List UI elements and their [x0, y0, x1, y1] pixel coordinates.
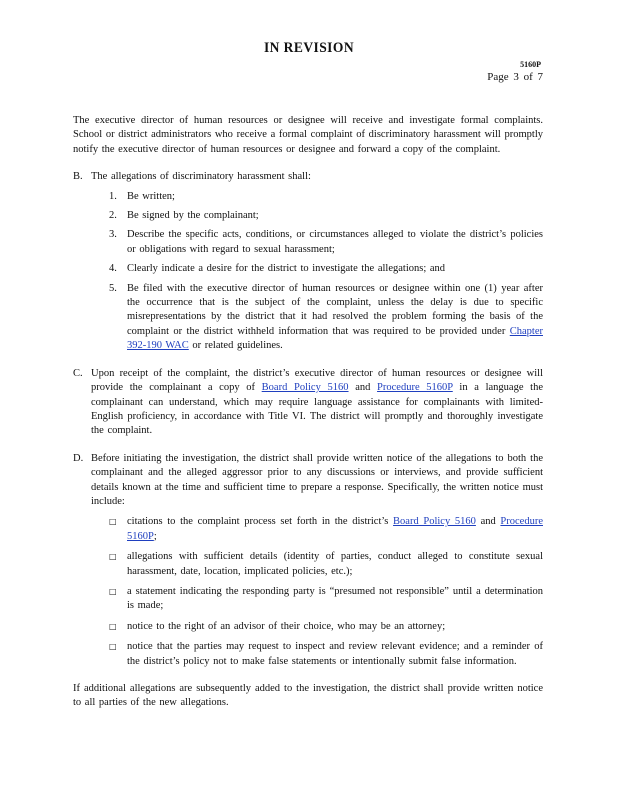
section-d: [73, 452, 543, 669]
allegation-requirements-list: [91, 190, 543, 354]
revision-title: IN REVISION: [263, 40, 355, 56]
document-body: [73, 114, 543, 711]
text-run: Upon receipt of the complaint, the district’s executive director of human resources or designee will provide the complainant a copy of: [91, 367, 543, 394]
list-item: [109, 209, 543, 223]
item-number: 5.: [109, 282, 117, 294]
text-run: and: [348, 382, 378, 394]
item-text: notice that the parties may request to inspect and review relevant evidence; and a reminder of the district’s policy not to make false statements or intentionally submit false information.: [127, 641, 543, 667]
item-number: 2.: [109, 210, 117, 222]
intro-paragraph: The executive director of human resources or designee will receive and investigate formal complaints. School or district administrators who receive a formal complaint of discriminatory harassment will promptly notify the executive director of human resources or designee and forward a copy of the complaint.: [73, 115, 543, 155]
checkbox-bullet-icon: □: [109, 517, 117, 527]
checkbox-bullet-icon: □: [109, 642, 117, 652]
text-run: ;: [153, 530, 157, 542]
item-text: Clearly indicate a desire for the district to investigate the allegations; and: [127, 263, 446, 275]
closing-paragraph: If additional allegations are subsequently added to the investigation, the district shall provide written notice to all parties of the new allegations.: [73, 683, 543, 709]
list-item: [109, 620, 543, 634]
checkbox-bullet-icon: □: [109, 586, 117, 596]
item-number: 3.: [109, 229, 117, 241]
list-item: [109, 262, 543, 276]
item-text: Be written;: [127, 190, 175, 202]
procedure-5160p-link[interactable]: Procedure 5160P: [377, 382, 453, 394]
page-number: Page 3 of 7: [487, 71, 543, 83]
notice-contents-list: [91, 515, 543, 669]
list-item: [109, 228, 543, 257]
item-text: citations to the complaint process set forth in the district’s: [127, 516, 394, 528]
list-item: [109, 640, 543, 669]
board-policy-5160-link[interactable]: Board Policy 5160: [393, 516, 476, 528]
section-heading: The allegations of discriminatory harassment shall:: [91, 171, 311, 183]
list-item: [109, 190, 543, 204]
text-run: and: [475, 516, 501, 528]
section-letter: D.: [73, 452, 84, 464]
list-item: [109, 515, 543, 544]
list-item: [109, 585, 543, 614]
item-text: a statement indicating the responding party is “presumed not responsible” until a determination is made;: [127, 585, 543, 612]
item-text-end: or related guidelines.: [188, 340, 283, 352]
board-policy-5160-link[interactable]: Board Policy 5160: [261, 382, 349, 394]
item-text: allegations with sufficient details (identity of parties, conduct alleged to constitute sexual harassment, date, location, implicated policies, etc.);: [127, 551, 543, 577]
item-text: Describe the specific acts, conditions, or circumstances alleged to violate the district’s policies or obligations with regard to sexual harassment;: [127, 229, 543, 255]
chapter-392-190-wac-link[interactable]: Chapter 392-190 WAC: [127, 325, 543, 352]
item-number: 4.: [109, 263, 117, 275]
list-item: [109, 282, 543, 354]
section-b: [73, 170, 543, 353]
section-letter: B.: [73, 171, 83, 183]
section-c: [73, 367, 543, 439]
text-run: in a language the complainant can understand, which may require language assistance for complainants with limited-English proficiency, in accordance with Title VI. The district will promptly and thoroughly investigate the complaint.: [91, 382, 544, 437]
procedure-code: 5160P: [520, 60, 541, 69]
item-text: notice to the right of an advisor of their choice, who may be an attorney;: [127, 620, 446, 632]
item-text: Be filed with the executive director of human resources or designee within one (1) year after the occurrence that is the subject of the complaint, unless the delay is due to specific misrepresentations by the district that it had resolved the problem forming the basis of the complaint or the district withheld information that was required to be provided under: [127, 282, 543, 337]
section-heading: Before initiating the investigation, the district shall provide written notice of the allegations to both the complainant and the alleged aggressor prior to any discussions or interviews, and provide sufficient details known at the time and sufficient time to prepare a response. Specifically, the written notice must include:: [91, 452, 543, 507]
procedure-5160p-link[interactable]: Procedure 5160P: [127, 516, 543, 542]
item-number: 1.: [109, 190, 117, 202]
checkbox-bullet-icon: □: [109, 552, 117, 562]
item-text: Be signed by the complainant;: [127, 210, 259, 222]
section-letter: C.: [73, 367, 83, 379]
checkbox-bullet-icon: □: [109, 621, 117, 631]
list-item: [109, 550, 543, 579]
section-text: [91, 367, 543, 439]
